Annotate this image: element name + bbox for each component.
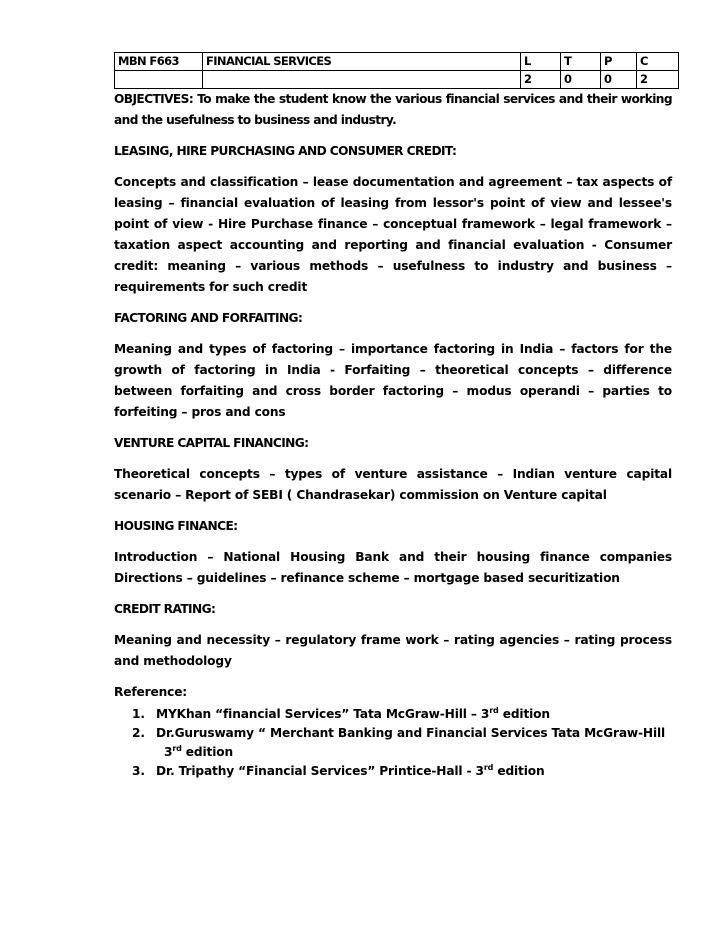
list-item <box>114 724 672 762</box>
section-heading-housing-finance: HOUSING FINANCE: <box>114 519 238 533</box>
list-item-text: MYKhan “financial Services” Tata McGraw-Hill – 3 <box>156 707 490 721</box>
list-item-text: Dr. Tripathy “Financial Services” Printice-Hall - 3 <box>156 764 484 778</box>
section-body-credit-rating: Meaning and necessity – regulatory frame work – rating agencies – rating process and methodology <box>114 633 672 668</box>
ltpc-value-p: 0 <box>601 71 637 89</box>
reference-heading: Reference: <box>114 685 188 699</box>
list-item-after: edition <box>498 707 550 721</box>
section-heading-leasing: LEASING, HIRE PURCHASING AND CONSUMER CREDIT: <box>114 144 457 158</box>
section-body-housing-finance: Introduction – National Housing Bank and their housing finance companies Directions – guidelines – refinance scheme – mortgage based securitization <box>114 550 672 585</box>
section-heading-factoring: FACTORING AND FORFAITING: <box>114 311 303 325</box>
list-item-text: Dr.Guruswamy “ Merchant Banking and Financial Services Tata McGraw-Hill <box>156 726 666 740</box>
empty-cell <box>115 71 203 89</box>
section-body-venture-capital: Theoretical concepts – types of venture assistance – Indian venture capital scenario – Report of SEBI ( Chandrasekar) commission on Venture capital <box>114 467 672 502</box>
list-item-after: edition <box>493 764 545 778</box>
section-heading-venture-capital: VENTURE CAPITAL FINANCING: <box>114 436 309 450</box>
section-body-leasing: Concepts and classification – lease documentation and agreement – tax aspects of leasing – financial evaluation of leasing from lessor's point of view and lessee's point of view - Hire Purchase finance – conceptual framework – legal framework – taxation aspect accounting and reporting and financial evaluation - Consumer credit: meaning – various methods – usefulness to industry and business – requirements for such credit <box>114 175 672 294</box>
course-title: FINANCIAL SERVICES <box>203 53 521 71</box>
ltpc-header-c: C <box>637 53 679 71</box>
course-code: MBN F663 <box>115 53 203 71</box>
syllabus-page <box>114 52 672 781</box>
section-body-factoring: Meaning and types of factoring – importance factoring in India – factors for the growth of factoring in India - Forfaiting – theoretical concepts – difference between forfaiting and cross border factoring – modus operandi – parties to forfeiting – pros and cons <box>114 342 672 419</box>
ltpc-header-p: P <box>601 53 637 71</box>
ltpc-value-t: 0 <box>561 71 601 89</box>
list-item-edition: 3rd edition <box>164 744 233 759</box>
course-header-row <box>115 53 679 71</box>
course-header-table <box>114 52 679 89</box>
ltpc-header-l: L <box>521 53 561 71</box>
objectives: OBJECTIVES: To make the student know the various financial services and their working and the usefulness to business and industry. <box>114 92 672 127</box>
list-item-number: 2. <box>132 726 145 740</box>
empty-cell <box>203 71 521 89</box>
course-values-row <box>115 71 679 89</box>
section-heading-credit-rating: CREDIT RATING: <box>114 602 216 616</box>
ltpc-value-l: 2 <box>521 71 561 89</box>
list-item-sup: rd <box>483 763 494 772</box>
ltpc-header-t: T <box>561 53 601 71</box>
list-item-number: 3. <box>132 764 145 778</box>
list-item <box>114 762 672 781</box>
ltpc-value-c: 2 <box>637 71 679 89</box>
list-item <box>114 705 672 724</box>
list-item-number: 1. <box>132 707 145 721</box>
reference-list <box>114 705 672 781</box>
list-item-sup: rd <box>489 706 499 715</box>
